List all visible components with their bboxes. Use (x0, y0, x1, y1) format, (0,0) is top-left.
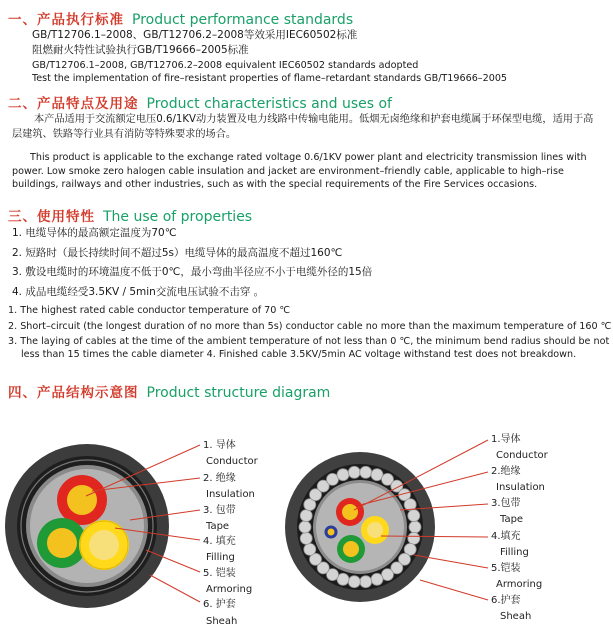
standard-line-3: GB/T12706.1–2008, GB/T12706.2–2008 equivalent IEC60502 standards adopted (32, 60, 419, 71)
right-label-conductor-en: Conductor (496, 450, 548, 461)
armoring-wire (371, 573, 383, 585)
armoring-wire (299, 521, 311, 533)
standard-line-4: Test the implementation of fire–resistant properties of flame–retardant standards GB/T19666–2005 (32, 73, 508, 84)
armoring-wire (300, 532, 312, 544)
right-conductor-green (343, 541, 359, 557)
left-label-insulation-cn: 2. 绝缘 (203, 473, 236, 484)
right-label-sheath-en: Sheah (500, 611, 532, 622)
left-label-armoring-cn: 5. 铠装 (203, 568, 236, 579)
armoring-wire (348, 576, 360, 588)
right-label-sheath-cn: 6.护套 (491, 595, 521, 606)
left-label-insulation-en: Insulation (206, 489, 255, 500)
right-conductor-red (342, 504, 358, 520)
left-label-armoring-en: Armoring (206, 584, 253, 595)
armoring-wire (337, 469, 349, 481)
section-4-title-en: Product structure diagram (146, 385, 331, 401)
property-item-cn-3: 3. 敷设电缆时的环境温度不低于0℃，最小弯曲半径应不小于电缆外径的15倍 (12, 266, 373, 278)
section-3-title-cn: 三、使用特性 (8, 209, 95, 225)
left-label-conductor-en: Conductor (206, 456, 258, 467)
property-item-en-2: 2. Short–circuit (the longest duration of no more than 5s) conductor cable no more than the maximum temperature of 160 ℃ (8, 321, 612, 332)
left-conductor-green (47, 528, 77, 558)
armoring-wire (408, 532, 420, 544)
left-label-filling-cn: 4. 填充 (203, 536, 236, 547)
armoring-wire (348, 466, 360, 478)
property-item-cn-1: 1. 电缆导体的最高额定温度为70℃ (12, 227, 177, 239)
section-4-title-cn: 四、产品结构示意图 (8, 385, 139, 401)
right-cable-cross-section (285, 452, 435, 602)
armoring-wire (304, 543, 316, 555)
left-conductor-yellow (89, 530, 119, 560)
armoring-wire (360, 466, 372, 478)
property-item-en-3: 3. The laying of cables at the time of the ambient temperature of not less than 0 ℃, the minimum bend radius should be not less than 15 times the cable diameter 4. Finished cable 3.5KV/5min AC voltage withstand test does not breakdown. (8, 336, 610, 360)
armoring-wire (300, 510, 312, 522)
section-2-title-en: Product characteristics and uses of (146, 96, 392, 112)
left-conductor-red (67, 485, 97, 515)
left-label-filling-en: Filling (206, 552, 235, 563)
section-1-title-cn: 一、产品执行标准 (8, 12, 124, 28)
right-label-insulation-cn: 2.绝缘 (491, 466, 521, 477)
right-label-tape-cn: 3.包带 (491, 498, 521, 509)
standard-line-1: GB/T12706.1–2008、GB/T12706.2–2008等效采用IEC60502标准 (32, 29, 358, 41)
right-label-filling-en: Filling (500, 547, 529, 558)
armoring-wire (408, 510, 420, 522)
section-1-title-en: Product performance standards (132, 12, 354, 28)
left-label-tape-cn: 3. 包带 (203, 505, 236, 516)
section-2-title-cn: 二、产品特点及用途 (8, 96, 139, 112)
right-conductor-blue (328, 529, 335, 536)
armoring-wire (360, 576, 372, 588)
armoring-wire (409, 521, 421, 533)
left-label-sheath-en: Sheah (206, 616, 238, 627)
left-label-tape-en: Tape (206, 521, 230, 532)
property-item-cn-4: 4. 成品电缆经受3.5KV / 5min交流电压试验不击穿 。 (12, 286, 265, 298)
left-label-conductor-cn: 1. 导体 (203, 440, 236, 451)
right-label-armoring-en: Armoring (496, 579, 543, 590)
right-label-insulation-en: Insulation (496, 482, 545, 493)
characteristics-paragraph-en: This product is applicable to the exchange rated voltage 0.6/1KV power plant and electricity transmission lines with power. Low smoke zero halogen cable insulation and jacket are environment–friendly cable, applicable to high–rise buildings, railways and other industries, such as with the special requirements of the Fire Services occasions. (12, 152, 587, 190)
section-3-title-en: The use of properties (103, 209, 253, 225)
right-label-filling-cn: 4.填充 (491, 531, 521, 542)
right-label-armoring-cn: 5.铠装 (491, 563, 521, 574)
characteristics-paragraph-cn: 本产品适用于交流额定电压0.6/1KV动力装置及电力线路中传输电能用。低烟无卤绝缘和护套电缆属于环保型电缆，适用于高层建筑、铁路等行业具有消防等特殊要求的场合。 (12, 114, 594, 140)
standard-line-2: 阻燃耐火特性试验执行GB/T19666–2005标准 (32, 44, 249, 56)
left-cable-cross-section (5, 444, 169, 608)
property-item-cn-2: 2. 短路时（最长持续时间不超过5s）电缆导体的最高温度不超过160℃ (12, 247, 343, 259)
property-item-en-1: 1. The highest rated cable conductor temperature of 70 ℃ (8, 305, 291, 316)
left-label-sheath-cn: 6. 护套 (203, 599, 236, 610)
right-conductor-yellow (367, 522, 383, 538)
right-label-tape-en: Tape (500, 514, 524, 525)
right-label-conductor-cn: 1.导体 (491, 434, 521, 445)
